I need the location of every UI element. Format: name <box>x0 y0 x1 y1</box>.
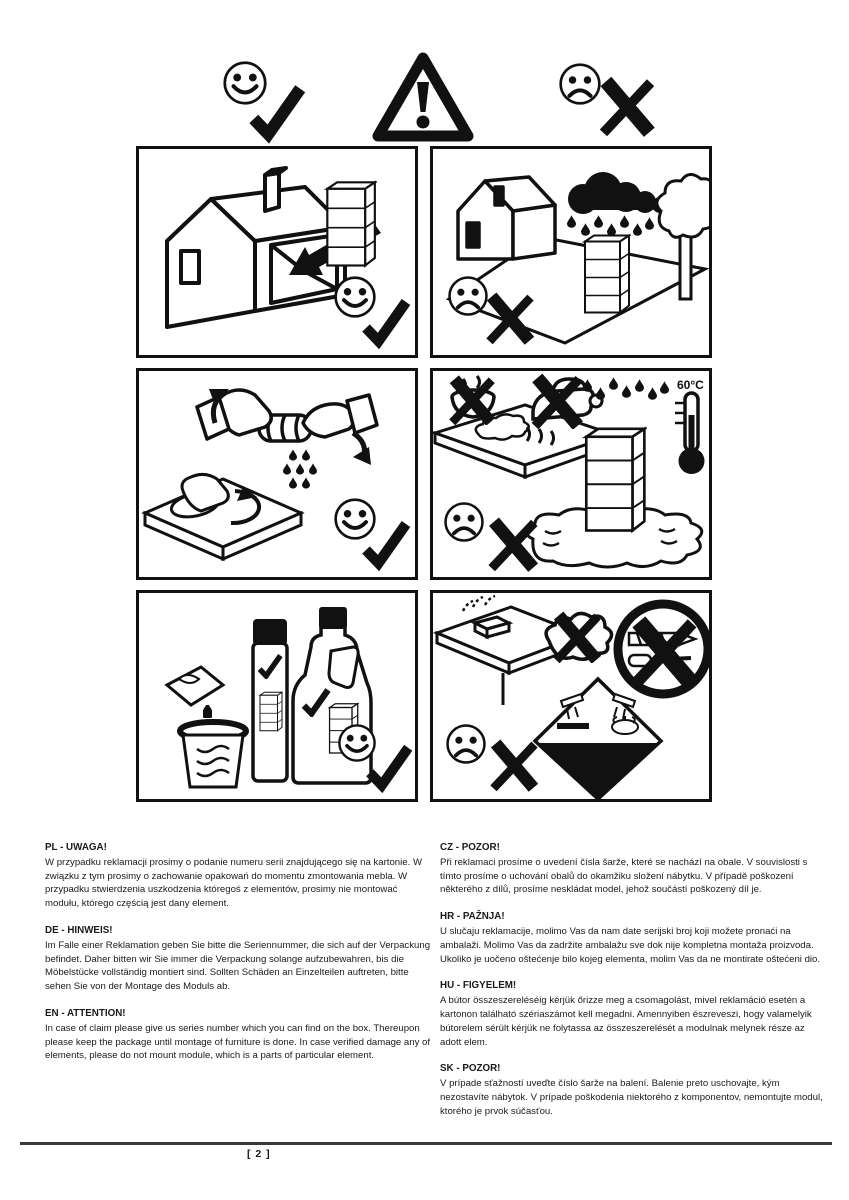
smiley-icon <box>339 725 374 760</box>
frowny-icon <box>448 726 485 763</box>
section-de <box>45 924 433 994</box>
crumpled-cloth-crossed-icon <box>546 613 611 660</box>
section-heading-sk: SK - POZOR! <box>440 1063 501 1075</box>
section-body-pl: W przypadku reklamacji prosimy o podanie numeru serii znajdującego się na kartonie. W związku z tym prosimy o zachowanie opakowań do momentu zmontowania mebla. W przypadku stwierdzenia uszkodzenia któregoś z elementów, prosimy nie montować modułu, którego częścią jest dany element. <box>45 856 422 910</box>
warning-triangle-icon <box>372 50 474 144</box>
panel-avoid-heat-moisture <box>430 368 712 580</box>
footer-divider <box>20 1142 832 1145</box>
cross-icon <box>492 522 535 568</box>
cleaner-tube-icon <box>253 619 287 781</box>
panel-no-outdoor-storage <box>430 146 712 358</box>
reject-sad-cross-icon <box>556 58 660 144</box>
section-cz <box>440 841 828 897</box>
section-heading-cz: CZ - POZOR! <box>440 842 500 853</box>
frowny-icon <box>450 278 487 315</box>
section-en <box>45 1007 433 1063</box>
section-heading-en: EN - ATTENTION! <box>45 1007 126 1019</box>
section-heading-hu: HU - FIGYELEM! <box>440 980 517 992</box>
hot-pot-crossed-icon <box>452 376 494 422</box>
sachet-into-bucket-icon <box>167 667 246 787</box>
smiley-icon <box>225 63 265 103</box>
section-heading-hr: HR - PAŽNJA! <box>440 911 505 923</box>
bookshelf-icon <box>327 182 375 265</box>
rain-drops-icon <box>567 215 654 236</box>
panel-damp-cloth-cleaning <box>136 368 418 580</box>
section-pl <box>45 841 433 911</box>
approve-smiley-check-icon <box>218 56 318 148</box>
smiley-icon <box>336 500 375 539</box>
page-number: [ 2 ] <box>247 1148 271 1160</box>
temperature-label: 60°C <box>677 378 704 392</box>
section-heading-de: DE - HINWEIS! <box>45 924 113 936</box>
section-hu <box>440 979 828 1049</box>
wiping-hand-on-table-icon <box>145 474 301 559</box>
panel-assemble-indoors <box>136 146 418 358</box>
language-column-left <box>45 841 433 1076</box>
language-column-right <box>440 841 828 1132</box>
house-icon <box>458 177 555 259</box>
section-hr <box>440 910 828 966</box>
frowny-icon <box>446 504 483 541</box>
section-body-hr: U slučaju reklamacije, molimo Vas da nam date serijski broj koji možete pronaći na ambalaži. Molimo Vas da zadržite ambalažu sve dok nije kompletna montaža proizvoda. Ukoliko je uočeno oštećenje bilo kojeg elementa, molim Vas da ne montirate oštećeni dio. <box>440 925 821 965</box>
frowny-icon <box>561 65 600 104</box>
section-body-sk: V prípade sťažností uveďte číslo šarže na balení. Balenie preto uschovajte, kým nezostavíte nábytok. V prípade poškodenia niektorého z komponentov, nemontujte modul, ktorého je prvok súčasťou. <box>440 1078 823 1117</box>
rain-cloud-icon <box>568 172 668 214</box>
bookshelf-icon <box>586 429 644 531</box>
bookshelf-icon <box>585 236 629 313</box>
smiley-icon <box>336 278 375 317</box>
section-body-de: Im Falle einer Reklamation geben Sie bitte die Seriennummer, die sich auf der Verpackung befindet. Daher bitten wir Sie immer die Verpackung solange aufzubewahren, bis die Möbelstücke vollständig montiert sind. Sollten Schäden an Einzelteilen auftreten, bitte sehen Sie von der Montage des Moduls ab. <box>45 939 431 993</box>
section-heading-pl: PL - UWAGA! <box>45 842 107 853</box>
section-body-cz: Při reklamaci prosíme o uvedení čísla šarže, které se nachází na obale. V souvislosti s tímto prosíme o uchování obalů do okamžiku složení nábytku. V případě poškození některého z dílů, prosíme neskládat model, jehož součástí poškozený díl je. <box>440 856 808 896</box>
thermometer-icon <box>675 378 705 474</box>
cross-icon <box>493 743 534 788</box>
water-drops-icon <box>283 449 317 488</box>
panel-cleaning-products <box>136 590 418 802</box>
house-icon <box>167 168 345 327</box>
section-body-hu: A bútor összeszereléséig kérjük őrizze meg a csomagolást, mivel reklamáció esetén a kartonon található szériaszámot kell megadni. Amennyiben észreveszi, hogy valamelyik bútorelem sérült kérjük ne folytassa az összeszerelését a modulnak melynek része az adott elem. <box>440 995 812 1048</box>
check-icon <box>370 748 408 785</box>
section-sk <box>440 1062 828 1118</box>
cross-icon <box>603 81 650 132</box>
corrosive-hazard-icon <box>535 679 661 799</box>
section-body-en: In case of claim please give us series number which you can find on the box. Thereupon please keep the package until montage of furniture is done. In case verified damage any of elements, please do not mount module, which is a parts of particular element. <box>45 1022 431 1062</box>
no-sharp-tools-icon <box>618 604 708 694</box>
panel-no-abrasives-sharp-tools <box>430 590 712 802</box>
wringing-cloth-icon <box>197 390 377 441</box>
